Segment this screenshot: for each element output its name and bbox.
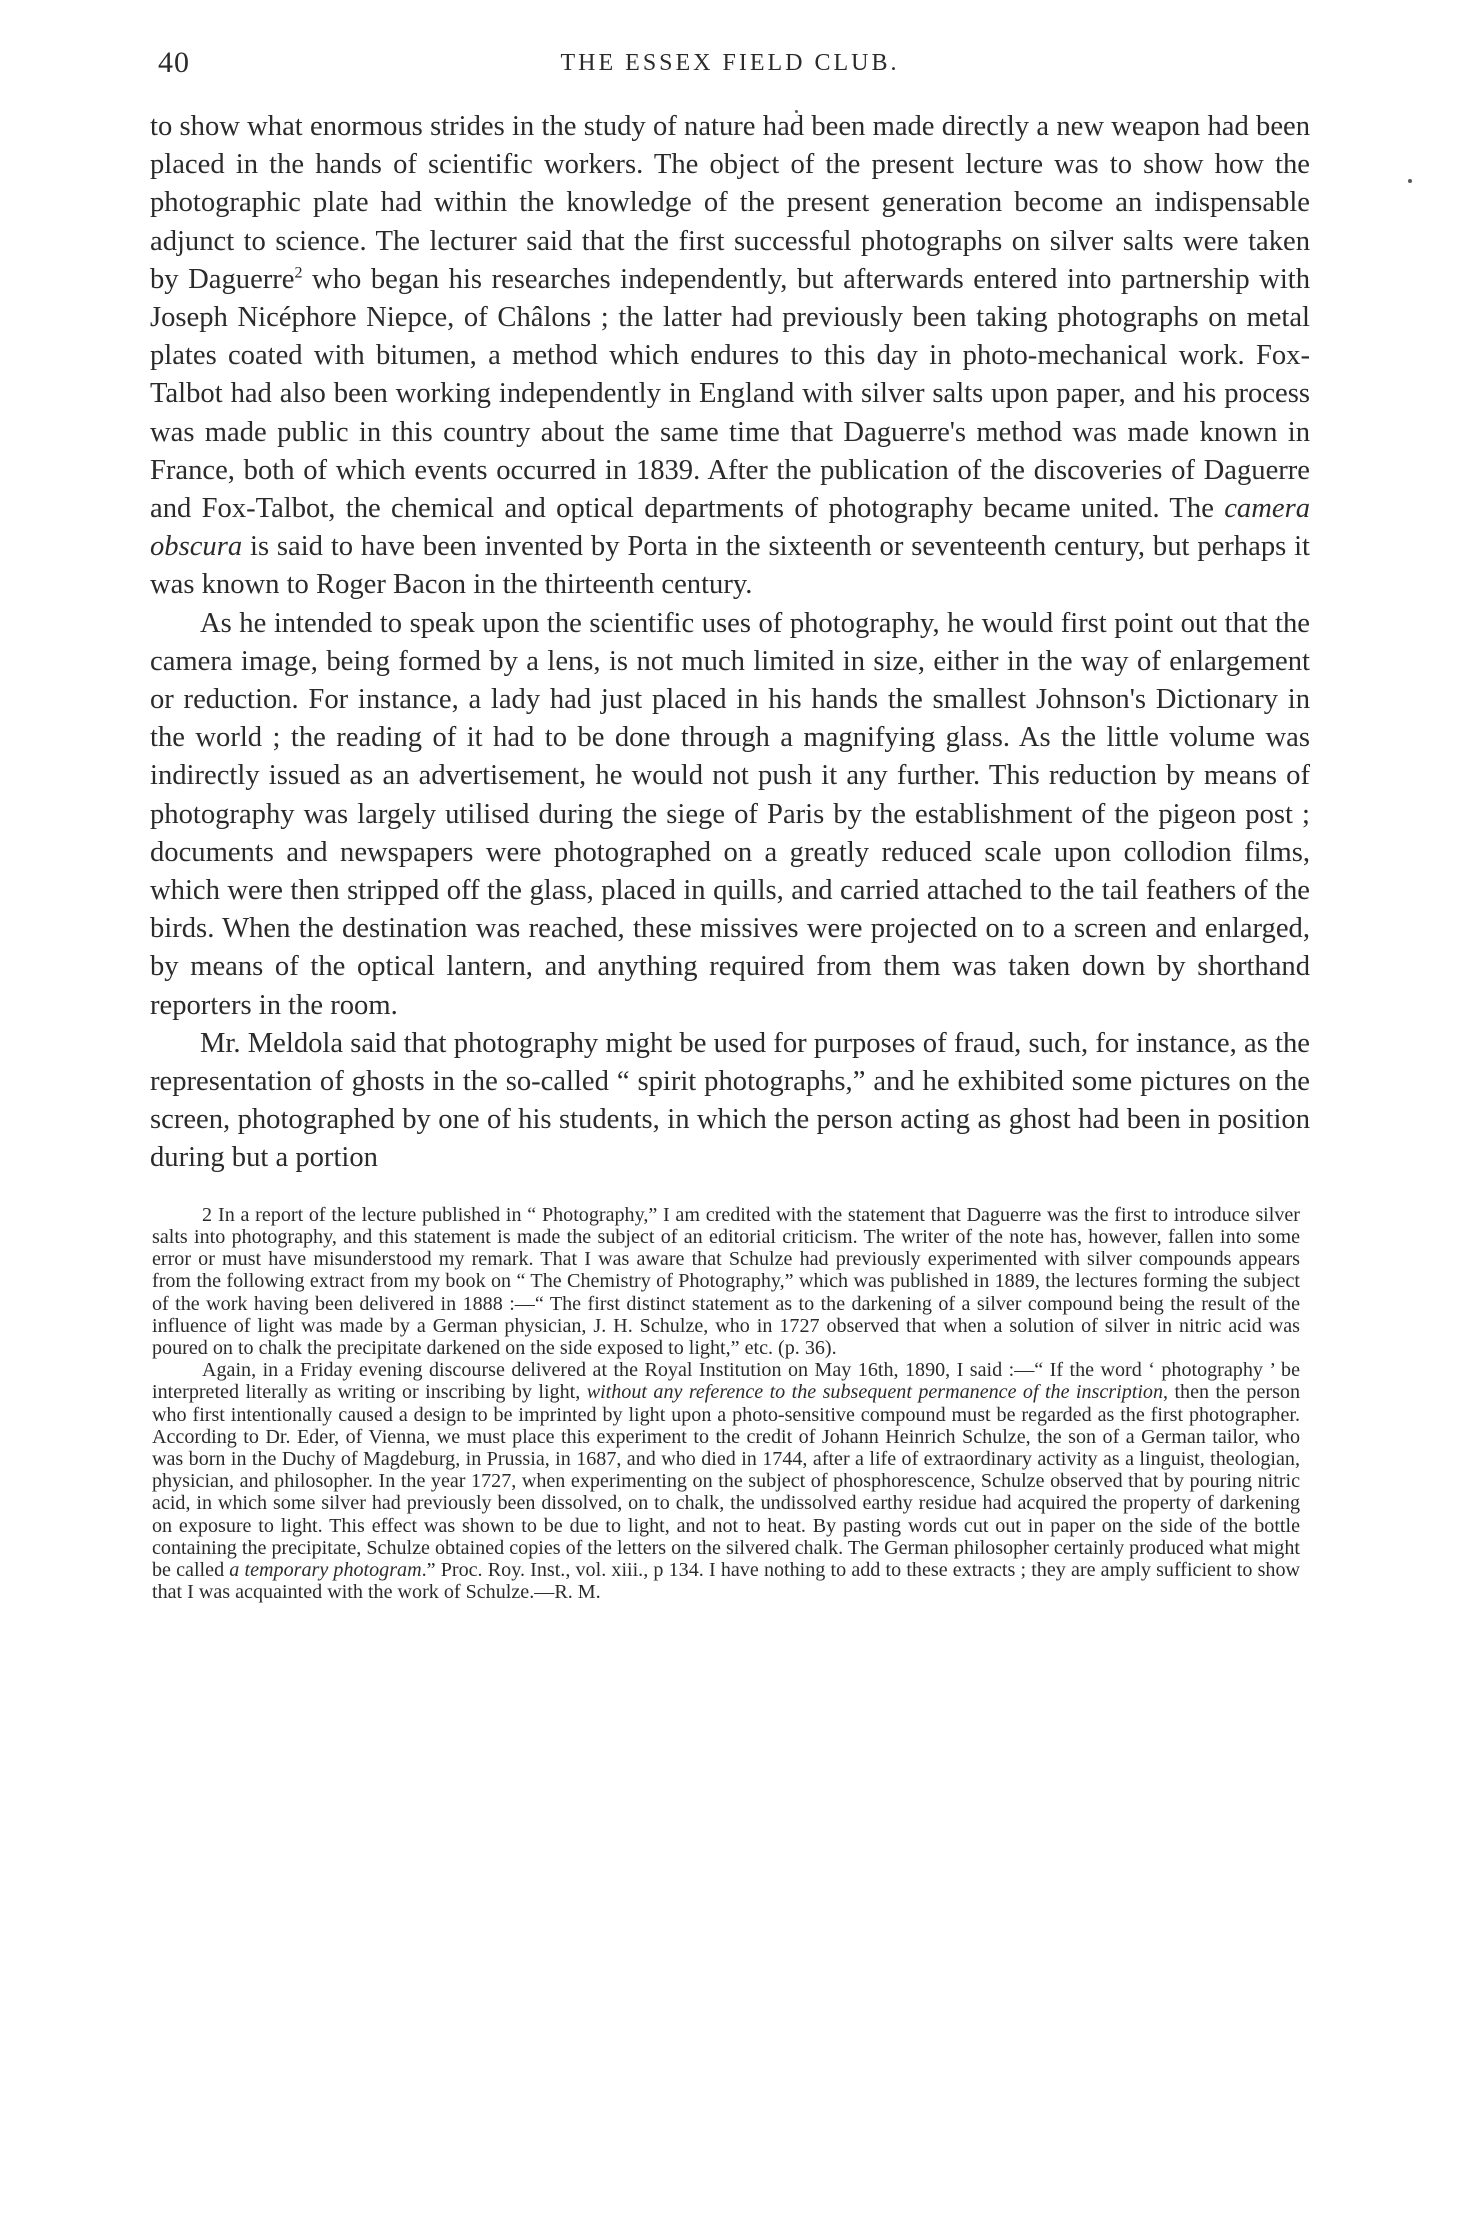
footnote-italic: without any reference to the subsequent permanence of the inscription (586, 1381, 1164, 1404)
footnote-paragraph-1 (152, 1204, 1300, 1359)
italic-term: camera obscura (150, 493, 1310, 563)
footnote-number: 2 (202, 1203, 213, 1226)
page (150, 40, 1310, 1603)
footnote-text: , then the person who first intentionally caused a design to be imprinted by light upon a photo-sensitive compound must be regarded as the first photographer. According to Dr. Eder, of Vienna, we must place this experiment to the credit of Johann Heinrich Schulze, the son of a German tailor, who was born in the Duchy of Magdeburg, in Prussia, in 1687, and who died in 1744, after a life of extraordinary activity as a linguist, theologian, physician, and philosopher. In the year 1727, when experimenting on the subject of phosphorescence, Schulze observed that by pouring nitric acid, in which some silver had previously been dissolved, on to chalk, the undissolved earthy residue had acquired the property of darkening on exposure to light. This effect was shown to be due to light, and not to heat. By pasting words cut out in paper on the side of the bottle containing the precipitate, Schulze obtained copies of the letters on the silvered chalk. The German philosopher certainly produced what might be called (152, 1381, 1300, 1581)
body-paragraph-3 (150, 1025, 1310, 1178)
text-segment: Mr. Meldola said that photography might be used for purposes of fraud, such, for instance, as the representation of ghosts in the so-called “ spirit photographs,” and he exhibited some pictures on the screen, photographed by one of his students, in which the person acting as ghost had been in position during but a portion (150, 1027, 1310, 1174)
footnote-text: .” Proc. Roy. Inst., vol. xiii., p 134. I have nothing to add to these extracts ; they are amply sufficient to show that I was acquainted with the work of Schulze.—R. M. (152, 1558, 1301, 1604)
footnotes (150, 1204, 1310, 1604)
body-text (150, 108, 1310, 1178)
text-segment: is said to have been invented by Porta in the sixteenth or seventeenth century, but perhaps it was known to Roger Bacon in the thirteenth century. (150, 531, 1310, 601)
text-segment: This reduction by means of photography was largely utilised during the siege of Paris by the establishment of the pigeon post ; documents and newspapers were photographed on a greatly reduced scale upon collodion films, which were then stripped off the glass, placed in quills, and carried attached to the tail feathers of the birds. When the destination was reached, these missives were projected on to a screen and enlarged, by means of the optical lantern, and anything required from them was taken down by shorthand reporters in the room. (150, 760, 1310, 1021)
footnote-text: In a report of the lecture published in “ Photography,” I am credited with the statement that Daguerre was the first to introduce silver salts into photography, and this statement is made the subject of an editorial criticism. The writer of the note has, however, fallen into some error or must have misunderstood my remark. That I was aware that Schulze had previously experimented with silver compounds appears from the following extract from my book on “ The Chemistry of Photography,” which was published in 1889, the lectures forming the subject of the work having been delivered in 1888 :—“ The first distinct statement as to the darkening of a silver compound being the result of the influence of light was made by a German physician, J. H. Schulze, who in 1727 observed that when a solution of silver in nitric acid was poured on to chalk the precipitate darkened on the side exposed to light,” etc. (p. 36). (152, 1203, 1300, 1359)
page-number: 40 (158, 46, 190, 79)
body-paragraph-2 (150, 605, 1310, 1025)
text-segment: to show what enormous strides in the study of nature had been made directly a new weapon had been placed in the hands of scientific workers. The object of the present lecture was to show how the photographic plate had within the knowledge of the present generation become an indispensable adjunct to science. The lecturer said that the first successful photographs on silver salts were taken by Daguerre (150, 111, 1310, 295)
running-head (150, 40, 1310, 90)
text-segment: who began his researches independently, but afterwards entered into partnership with Joseph Nicéphore Niepce, of Châlons ; the latter had previously been taking photographs on metal plates coated with bitumen, a method which endures to this day in photo-mechanical work. Fox-Talbot had also been working independently in England with silver salts upon paper, and his process was made public in this country about the same time that Daguerre's method was made known in France, both of which events occurred in 1839. After the publication of the discoveries of Daguerre and Fox-Talbot, the chemical and optical departments of photography became united. The (150, 263, 1311, 525)
footnote-paragraph-2 (152, 1359, 1300, 1603)
footnote-italic: a temporary photogram (229, 1558, 422, 1581)
footnote-reference[interactable]: 2 (294, 264, 303, 282)
text-segment: As he intended to speak upon the scientific uses of photography, he would first point out that the camera image, being formed by a lens, is not much limited in size, either in the way of enlargement or reduction. For instance, a lady had just placed in his hands the smallest Johnson's Dictionary in the world ; the reading of it had to be done through a magnifying glass. As the little volume was indirectly issued as an advertisement, he would not push it any further. (150, 607, 1310, 792)
running-title: THE ESSEX FIELD CLUB. (560, 50, 900, 76)
footnote-text: Again, in a Friday evening discourse delivered at the Royal Institution on May 16th, 1890, I said :—“ If the word ‘ photography ’ be interpreted literally as writing or inscribing by light, (152, 1359, 1300, 1404)
body-paragraph-1 (150, 108, 1310, 605)
margin-mark (1408, 179, 1412, 183)
